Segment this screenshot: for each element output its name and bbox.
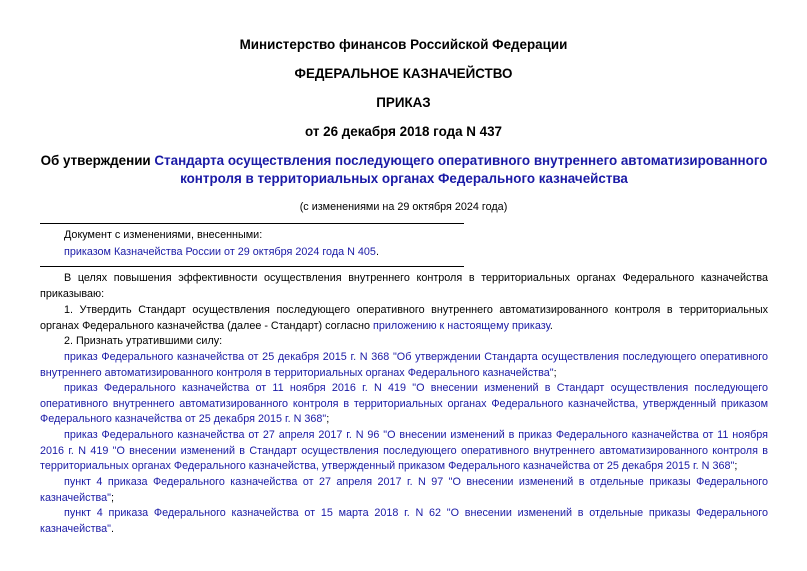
repealed-item-end: ;	[110, 491, 114, 504]
repealed-order-link[interactable]: приказ Федерального казначейства от 27 апреля 2017 г. N 96 "О внесении изменений в приказ Федерального казначейства от 11 ноября 2016 г. N 419 "О внесении изменений в Стандарт осуществления последующего оперативного внутреннего автоматизированного контроля в территориальных органах Федерального казначейства, утвержденный приказом Федерального казначейства от 25 декабря 2015 г. N 368"	[40, 429, 768, 473]
changes-suffix: .	[375, 246, 379, 258]
repealed-item	[40, 506, 768, 537]
item-2-paragraph: 2. Признать утратившими силу:	[64, 335, 223, 347]
repealed-order-link[interactable]: пункт 4 приказа Федерального казначейства от 15 марта 2018 г. N 62 "О внесении изменений в отдельные приказы Федерального казначейства"	[40, 507, 768, 535]
repealed-order-link[interactable]: пункт 4 приказа Федерального казначейства от 27 апреля 2017 г. N 97 "О внесении изменений в отдельные приказы Федерального казначейства"	[40, 476, 768, 504]
repealed-item	[40, 350, 768, 381]
item-1-end: .	[549, 319, 553, 332]
amending-order-link[interactable]: приказом Казначейства России от 29 октября 2024 года N 405	[64, 246, 376, 258]
doc-type-heading: ПРИКАЗ	[376, 95, 431, 110]
standard-title-link[interactable]: Стандарта осуществления последующего оперативного внутреннего автоматизированного контроля в территориальных органах Федерального казначейства	[154, 153, 768, 186]
repealed-order-link[interactable]: приказ Федерального казначейства от 11 ноября 2016 г. N 419 "О внесении изменений в Стандарт осуществления последующего оперативного внутреннего автоматизированного контроля в территориальных органах Федерального казначейства, утвержденный приказом Федерального казначейства от 25 декабря 2015 г. N 368"	[40, 382, 768, 426]
changes-line	[64, 245, 379, 259]
repealed-item	[40, 428, 768, 475]
item-1-text: 1. Утвердить Стандарт осуществления последующего оперативного внутреннего автоматизированного контроля в территориальных органах Федерального казначейства (далее - Стандарт) согласно	[40, 304, 768, 332]
ministry-heading: Министерство финансов Российской Федерации	[239, 37, 568, 52]
repealed-item	[40, 475, 768, 506]
title-prefix: Об утверждении	[40, 153, 155, 168]
repealed-item-end: ;	[326, 413, 330, 426]
date-number-heading: от 26 декабря 2018 года N 437	[305, 124, 502, 139]
repealed-item-end: ;	[734, 460, 738, 473]
changes-label: Документ с изменениями, внесенными:	[64, 229, 263, 241]
repealed-item-end: .	[110, 522, 114, 535]
changes-top-divider	[40, 223, 464, 224]
changes-bottom-divider	[40, 266, 464, 267]
intro-paragraph: В целях повышения эффективности осуществления внутреннего контроля в территориальных органах Федерального казначейства приказываю:	[40, 272, 768, 300]
revision-note: (с изменениями на 29 октября 2024 года)	[299, 201, 508, 213]
appendix-link[interactable]: приложению к настоящему приказу	[373, 319, 550, 332]
agency-heading: ФЕДЕРАЛЬНОЕ КАЗНАЧЕЙСТВО	[294, 66, 513, 81]
repealed-order-link[interactable]: приказ Федерального казначейства от 25 декабря 2015 г. N 368 "Об утверждении Стандарта осуществления последующего оперативного внутреннего автоматизированного контроля в территориальных органах Федерального казначейства"	[40, 351, 768, 379]
document-title	[36, 152, 772, 188]
item-1-paragraph	[40, 303, 768, 334]
repealed-item	[40, 381, 768, 428]
repealed-item-end: ;	[553, 366, 557, 379]
